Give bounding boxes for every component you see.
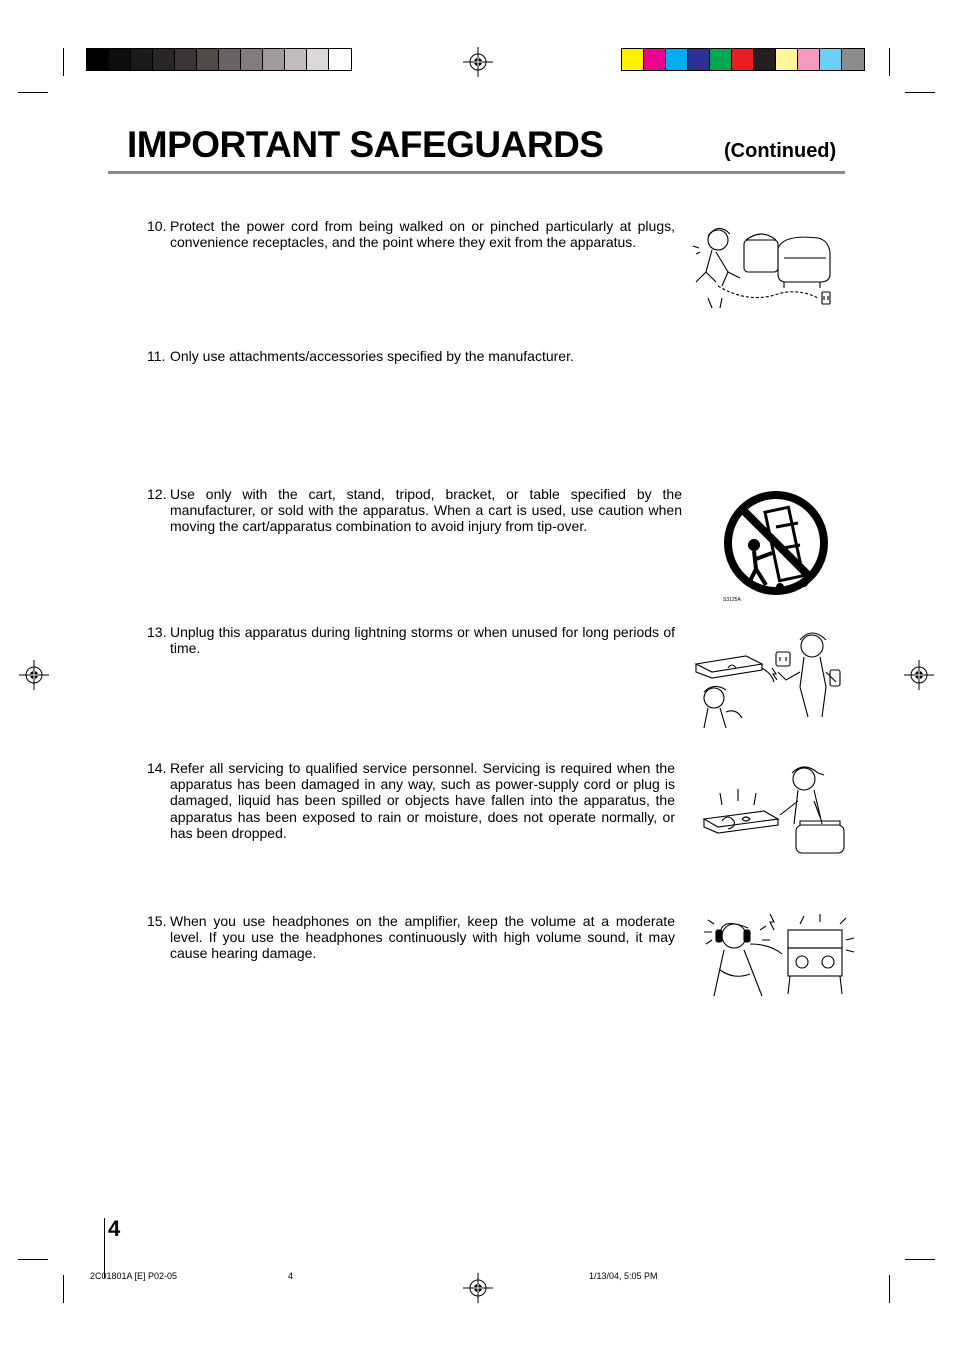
crop-mark [18, 92, 48, 93]
safeguard-item-14 [147, 760, 675, 841]
crop-mark [63, 48, 64, 76]
safeguard-item-13 [147, 624, 675, 656]
unplug-during-storm-illustration-icon [692, 628, 844, 730]
grayscale-swatch [219, 49, 241, 70]
crop-mark [18, 1259, 48, 1260]
item-number: 14. [147, 760, 167, 776]
grayscale-registration-bar [86, 48, 352, 71]
process-color-swatch [710, 49, 732, 70]
process-color-swatch [622, 49, 644, 70]
safeguard-item-11 [147, 348, 675, 364]
grayscale-swatch [263, 49, 285, 70]
grayscale-swatch [307, 49, 329, 70]
footer-timestamp: 1/13/04, 5:05 PM [589, 1271, 658, 1281]
service-personnel-illustration-icon [702, 763, 847, 858]
page-number: 4 [108, 1216, 121, 1241]
grayscale-swatch [153, 49, 175, 70]
safeguard-item-15 [147, 913, 675, 962]
page-margin-line [104, 1218, 105, 1278]
registration-target-icon [19, 660, 49, 690]
item-text: Use only with the cart, stand, tripod, bracket, or table specified by the manufacturer, or sold with the apparatus. When a cart is used, use caution when moving the cart/apparatus combination to avoid injury from tip-over. [170, 486, 682, 535]
page-title: IMPORTANT SAFEGUARDS [127, 124, 604, 165]
grayscale-swatch [241, 49, 263, 70]
grayscale-swatch [175, 49, 197, 70]
item-number: 15. [147, 913, 167, 929]
process-color-swatch [798, 49, 820, 70]
item-text: When you use headphones on the amplifier, keep the volume at a moderate level. If you use the headphones continuously with high volume sound, it may cause hearing damage. [170, 913, 675, 962]
footer-page: 4 [288, 1271, 294, 1281]
cart-tip-over-warning-symbol-icon [720, 487, 832, 602]
process-color-swatch [754, 49, 776, 70]
crop-mark [905, 92, 935, 93]
item-number: 12. [147, 486, 167, 502]
item-number: 13. [147, 624, 167, 640]
process-color-swatch [820, 49, 842, 70]
process-color-swatch [732, 49, 754, 70]
footer-file-code: 2C01801A [E] P02-05 [90, 1271, 178, 1281]
grayscale-swatch [131, 49, 153, 70]
grayscale-swatch [197, 49, 219, 70]
headphone-volume-illustration-icon [700, 910, 856, 1000]
grayscale-swatch [87, 49, 109, 70]
grayscale-swatch [109, 49, 131, 70]
item-text: Only use attachments/accessories specified by the manufacturer. [170, 348, 574, 364]
grayscale-swatch [285, 49, 307, 70]
crop-mark [889, 48, 890, 76]
process-color-swatch [842, 49, 864, 70]
process-color-swatch [666, 49, 688, 70]
continued-label: (Continued) [724, 140, 837, 162]
color-registration-bar [621, 48, 865, 71]
title-rule [108, 171, 845, 174]
item-number: 11. [147, 348, 166, 364]
cart-symbol-code: S3125A [723, 597, 741, 602]
crop-mark [905, 1259, 935, 1260]
item-text: Unplug this apparatus during lightning storms or when unused for long periods of time. [170, 624, 675, 657]
crop-mark [63, 1275, 64, 1303]
safeguard-item-12 [147, 486, 682, 535]
process-color-swatch [644, 49, 666, 70]
registration-target-icon [463, 47, 493, 77]
process-color-swatch [776, 49, 798, 70]
registration-target-icon [463, 1273, 493, 1303]
registration-target-icon [904, 660, 934, 690]
crop-mark [889, 1275, 890, 1303]
grayscale-swatch [329, 49, 351, 70]
power-cord-trip-illustration-icon [688, 218, 838, 313]
process-color-swatch [688, 49, 710, 70]
item-text: Protect the power cord from being walked on or pinched particularly at plugs, convenience receptacles, and the point where they exit from the apparatus. [170, 218, 675, 251]
safeguard-item-10 [147, 218, 675, 250]
item-text: Refer all servicing to qualified service personnel. Servicing is required when the apparatus has been damaged in any way, such as power-supply cord or plug is damaged, liquid has been spilled or objects have fallen into the apparatus, the apparatus has been exposed to rain or moisture, does not operate normally, or has been dropped. [170, 760, 675, 841]
item-number: 10. [147, 218, 167, 234]
